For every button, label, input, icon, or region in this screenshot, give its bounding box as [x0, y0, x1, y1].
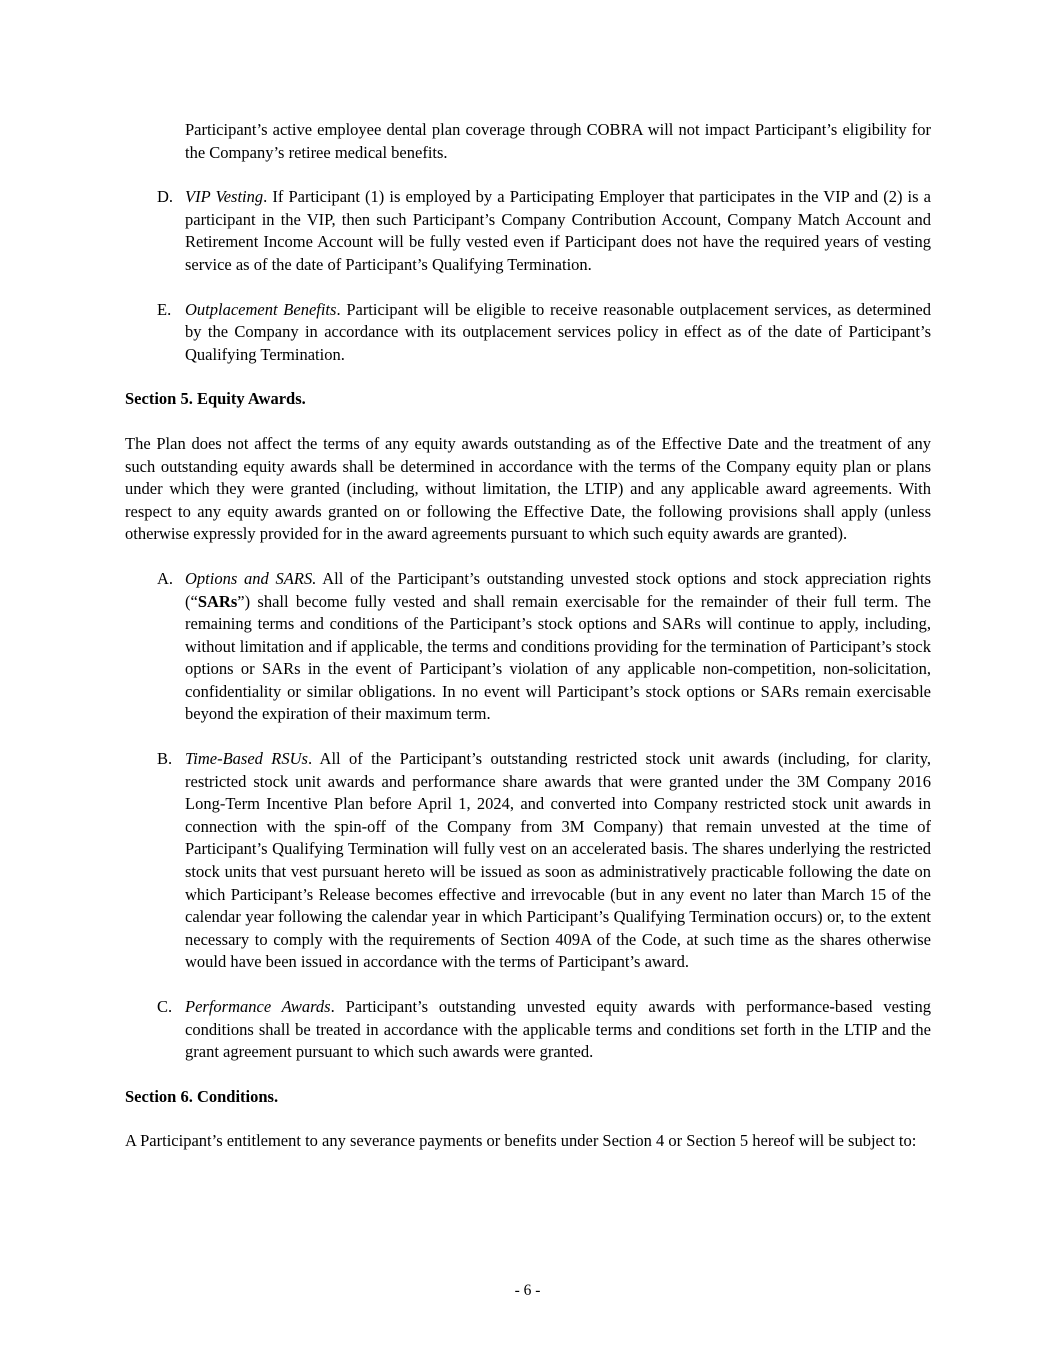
section-6-intro: A Participant’s entitlement to any severance payments or benefits under Section 4 or Section 5 hereof will be subject to:: [125, 1131, 917, 1151]
list-item-d: [125, 186, 931, 276]
list-item-e: [125, 299, 931, 367]
list-letter: B.: [157, 749, 173, 769]
list-item-c: [125, 996, 931, 1064]
list-letter: E.: [157, 299, 172, 319]
list-letter: D.: [157, 187, 174, 207]
list-body: Options and SARS. All of the Participant’s outstanding unvested stock options and stock appreciation rights (“SARs”) shall become fully vested and shall remain exercisable for the remainder of their full term. The remaining terms and conditions of the Participant’s stock options and SARs will continue to apply, including, without limitation and if applicable, the terms and conditions providing for the termination of Participant’s stock options or SARs in the event of Participant’s violation of any applicable non-competition, non-solicitation, confidentiality or similar obligations. In no event will Participant’s stock options or SARs remain exercisable beyond the expiration of their maximum term.: [185, 568, 932, 724]
list-body: Time-Based RSUs. All of the Participant’s outstanding restricted stock unit awards (including, for clarity, restricted stock unit awards and performance share awards that were granted under the 3M Company 2016 Long-Term Incentive Plan before April 1, 2024, and converted into Company restricted stock unit awards in connection with the spin-off of the Company from 3M Company) that remain unvested at the time of Participant’s Qualifying Termination will fully vest on an accelerated basis. The shares underlying the restricted stock units that vest pursuant hereto will be issued as soon as administratively practicable following the date on which Participant’s Release becomes effective and irrevocable (but in any event no later than March 15 of the calendar year following the calendar year in which Participant’s Qualifying Termination occurs) or, to the extent necessary to comply with the requirements of Section 409A of the Code, at such time as the shares otherwise would have been issued in accordance with the terms of Participant’s award.: [185, 749, 931, 972]
list-body: VIP Vesting. If Participant (1) is employed by a Participating Employer that participates in the VIP and (2) is a participant in the VIP, then such Participant’s Company Contribution Account, Company Match Account and Retirement Income Account will be fully vested even if Participant does not have the required years of vesting service as of the date of Participant’s Qualifying Termination.: [185, 187, 931, 274]
list-letter: C.: [157, 997, 173, 1016]
continuation-paragraph: Participant’s active employee dental plan coverage through COBRA will not impact Participant’s eligibility for the Company’s retiree medical benefits.: [185, 120, 931, 162]
list-letter: A.: [157, 568, 174, 588]
section-5-intro: The Plan does not affect the terms of any equity awards outstanding as of the Effective Date and the treatment of any such outstanding equity awards shall be determined in accordance with the terms of the Company equity plan or plans under which they were granted (including, without limitation, the LTIP) and any applicable award agreements. With respect to any equity awards granted on or following the Effective Date, the following provisions shall apply (unless otherwise expressly provided for in the award agreements pursuant to which such equity awards are granted).: [125, 433, 931, 544]
list-body: Outplacement Benefits. Participant will be eligible to receive reasonable outplacement services, as determined by the Company in accordance with its outplacement services policy in effect as of the date of Participant’s Qualifying Termination.: [185, 299, 931, 364]
list-body: Performance Awards. Participant’s outstanding unvested equity awards with performance-based vesting conditions shall be treated in accordance with the applicable terms and conditions set forth in the LTIP and the grant agreement pursuant to which such awards were granted.: [185, 997, 931, 1062]
document-content: [125, 119, 931, 1175]
list-item-a: [125, 568, 931, 726]
page-number: - 6 -: [514, 1282, 541, 1300]
section-6-heading: Section 6. Conditions.: [125, 1086, 279, 1106]
list-item-b: [125, 748, 931, 974]
section-5-heading: Section 5. Equity Awards.: [125, 389, 306, 409]
